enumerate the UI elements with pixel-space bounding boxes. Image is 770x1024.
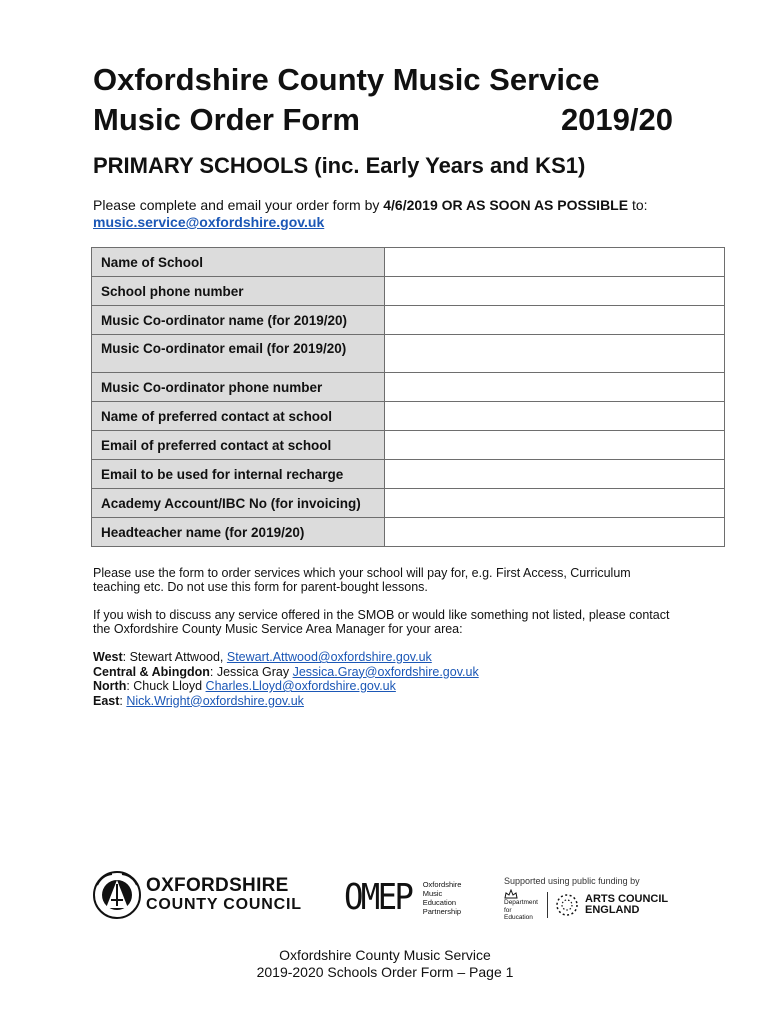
- funding-logo-row: [504, 889, 684, 922]
- contact-line: [93, 679, 673, 694]
- form-row: [92, 402, 725, 431]
- school-details-table: [91, 247, 725, 547]
- footer-line-2: 2019-2020 Schools Order Form – Page 1: [256, 964, 514, 980]
- intro-text: [93, 197, 653, 231]
- field-input[interactable]: [385, 489, 725, 518]
- dfe-logo: [504, 889, 540, 922]
- field-input[interactable]: [385, 518, 725, 547]
- council-crest-icon: [92, 870, 142, 920]
- field-label: Music Co-ordinator email (for 2019/20): [92, 335, 385, 373]
- contact-line: [93, 694, 673, 709]
- contact-separator: :: [119, 693, 127, 708]
- field-label: Name of School: [92, 248, 385, 277]
- arts-council-logo: [555, 893, 668, 917]
- omep-text: [423, 880, 462, 916]
- royal-crest-icon: [504, 889, 518, 899]
- contact-separator: :: [126, 679, 134, 693]
- oxfordshire-county-council-logo: [92, 870, 302, 920]
- title-line-2: [93, 100, 673, 140]
- council-wordmark-line-2: COUNTY COUNCIL: [146, 896, 302, 913]
- contact-line: [93, 665, 673, 680]
- omep-text-line: Partnership: [422, 907, 462, 916]
- contact-email-link[interactable]: Nick.Wright@oxfordshire.gov.uk: [126, 693, 304, 708]
- usage-note: Please use the form to order services which your school will pay for, e.g. First Access, Curriculum teaching etc. Do not use this form for parent-bought lessons.: [93, 566, 631, 594]
- field-input[interactable]: [385, 460, 725, 489]
- omep-text-line: Oxfordshire: [422, 880, 462, 889]
- form-row: [92, 277, 725, 306]
- music-service-email-link[interactable]: music.service@oxfordshire.gov.uk: [93, 214, 325, 230]
- omep-text-line: Education: [422, 898, 457, 907]
- field-label: Headteacher name (for 2019/20): [92, 518, 385, 547]
- form-row: [92, 306, 725, 335]
- contact-name: Jessica Gray: [216, 664, 293, 679]
- council-wordmark-line-1: OXFORDSHIRE: [146, 875, 289, 896]
- contact-line: [93, 650, 673, 665]
- arts-council-text-line: ENGLAND: [585, 904, 640, 917]
- field-input[interactable]: [385, 373, 725, 402]
- council-wordmark: [146, 876, 302, 914]
- contact-separator: :: [209, 664, 217, 679]
- form-name: Music Order Form: [93, 102, 360, 137]
- partner-logos: [92, 868, 682, 922]
- form-year: 2019/20: [560, 102, 673, 137]
- contact-note: If you wish to discuss any service offered in the SMOB or would like something not listed, please contact the Oxfordshire County Music Service Area Manager for your area:: [93, 608, 670, 636]
- field-label: Music Co-ordinator phone number: [92, 373, 385, 402]
- form-row: [92, 518, 725, 547]
- dfe-text-line: for Education: [504, 906, 533, 921]
- contact-email-link[interactable]: Stewart.Attwood@oxfordshire.gov.uk: [226, 650, 432, 664]
- form-row: [92, 431, 725, 460]
- page-title: [93, 60, 673, 140]
- field-input[interactable]: [385, 402, 725, 431]
- intro-part-1: Please complete and email your order form by: [93, 197, 384, 213]
- intro-deadline: 4/6/2019 OR AS SOON AS POSSIBLE: [383, 197, 629, 213]
- contact-name: Stewart Attwood,: [129, 650, 227, 664]
- page-subtitle: PRIMARY SCHOOLS (inc. Early Years and KS1): [93, 153, 586, 178]
- arts-council-swirl-icon: [555, 893, 579, 917]
- field-label: Name of preferred contact at school: [92, 402, 385, 431]
- field-input[interactable]: [385, 248, 725, 277]
- field-label: Email of preferred contact at school: [92, 431, 385, 460]
- form-row: [92, 373, 725, 402]
- form-row: [92, 335, 725, 373]
- footer-line-1: Oxfordshire County Music Service: [279, 947, 491, 963]
- field-label: Email to be used for internal recharge: [92, 460, 385, 489]
- intro-part-2: to:: [628, 197, 648, 213]
- funding-caption: Supported using public funding by: [504, 876, 640, 886]
- contact-email-link[interactable]: Charles.Lloyd@oxfordshire.gov.uk: [205, 679, 396, 693]
- arts-council-text: [585, 894, 668, 916]
- field-input[interactable]: [385, 431, 725, 460]
- omep-text-line: Music: [422, 889, 443, 898]
- field-label: School phone number: [92, 277, 385, 306]
- contact-area: Central & Abingdon: [93, 664, 210, 679]
- contact-name: Chuck Lloyd: [133, 679, 206, 693]
- title-line-1: Oxfordshire County Music Service: [93, 62, 600, 97]
- area-contacts: [93, 650, 673, 708]
- page-footer: [0, 947, 770, 981]
- contact-area: North: [93, 679, 127, 693]
- contact-area: West: [93, 650, 123, 664]
- field-input[interactable]: [385, 335, 725, 373]
- field-input[interactable]: [385, 306, 725, 335]
- arts-council-text-line: ARTS COUNCIL: [585, 893, 669, 906]
- contact-email-link[interactable]: Jessica.Gray@oxfordshire.gov.uk: [292, 664, 479, 679]
- form-row: [92, 248, 725, 277]
- contact-separator: :: [122, 650, 130, 664]
- field-label: Academy Account/IBC No (for invoicing): [92, 489, 385, 518]
- contact-area: East: [93, 693, 120, 708]
- omep-logo: [344, 877, 462, 918]
- form-row: [92, 460, 725, 489]
- dfe-text-line: Department: [504, 899, 538, 906]
- field-label: Music Co-ordinator name (for 2019/20): [92, 306, 385, 335]
- funding-logos: [504, 876, 684, 922]
- form-row: [92, 489, 725, 518]
- field-input[interactable]: [385, 277, 725, 306]
- omep-mark: OMEP: [344, 877, 412, 918]
- logo-divider: [547, 892, 548, 918]
